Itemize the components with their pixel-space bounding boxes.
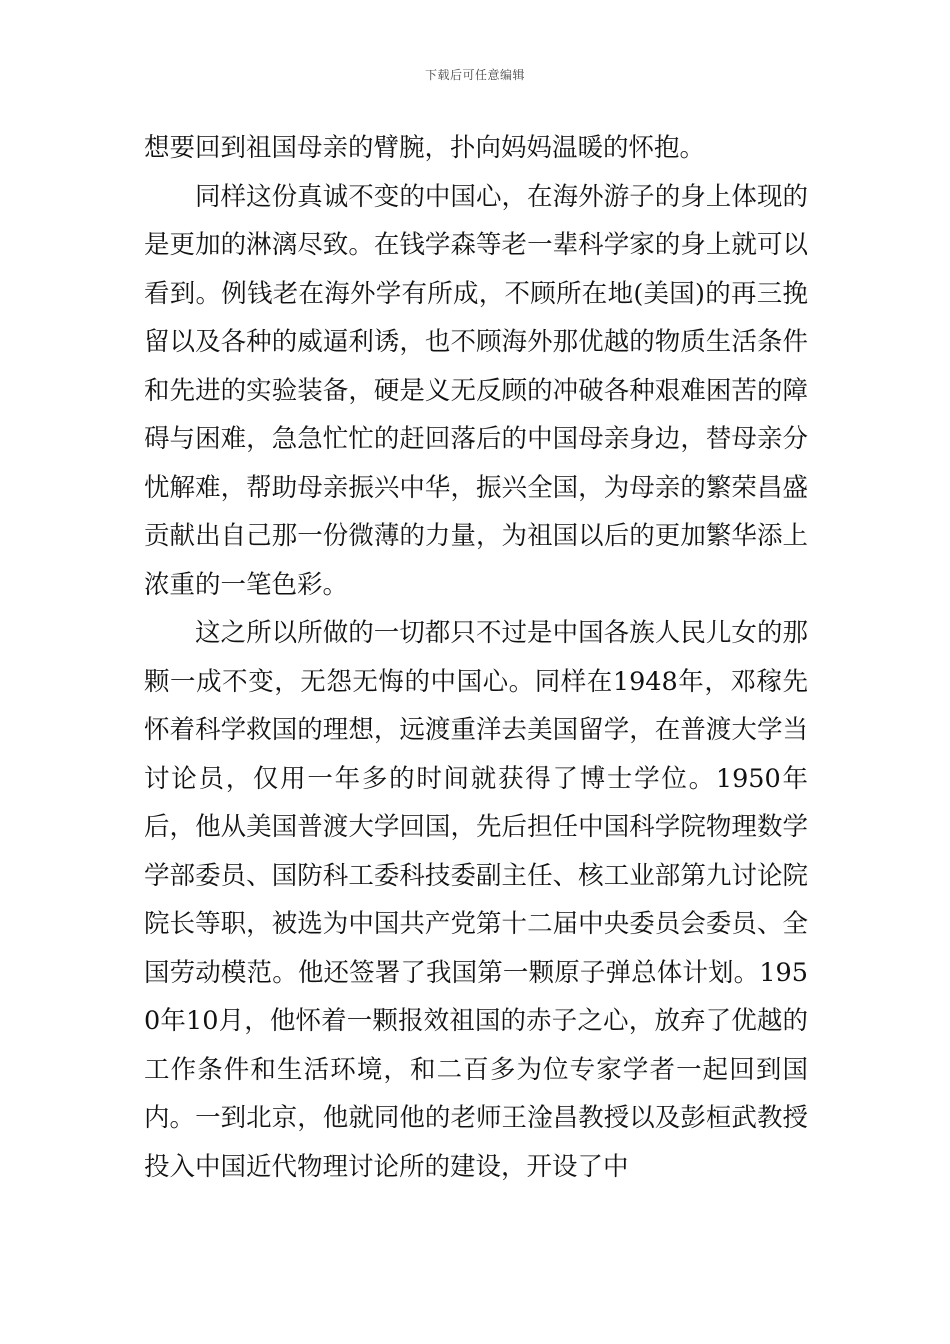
page-header: 下载后可任意编辑 <box>424 68 525 82</box>
paragraph-deng-jiaxian: 这之所以所做的一切都只不过是中国各族人民儿女的那颗一成不变，无怨无悔的中国心。同样在1948年，邓稼先怀着科学救国的理想，远渡重洋去美国留学，在普渡大学当讨论员，仅用一年多的时间就获得了博士学位。1950年后，他从美国普渡大学回国，先后担任中国科学院物理数学学部委员、国防科工委科技委副主任、核工业部第九讨论院院长等职，被选为中国共产党第十二届中央委员会委员、全国劳动模范。他还签署了我国第一颗原子弹总体计划。1950年10月，他怀着一颗报效祖国的赤子之心，放弃了优越的工作条件和生活环境，和二百多为位专家学者一起回到国内。一到北京，他就同他的老师王淦昌教授以及彭桓武教授投入中国近代物理讨论所的建设，开设了中 <box>144 618 808 1182</box>
paragraph-continuation: 想要回到祖国母亲的臂腕，扑向妈妈温暖的怀抱。 <box>144 133 706 163</box>
document-body <box>144 124 808 1191</box>
paragraph-qian-xuesen: 同样这份真诚不变的中国心，在海外游子的身上体现的是更加的淋漓尽致。在钱学森等老一辈科学家的身上就可以看到。例钱老在海外学有所成，不顾所在地(美国)的再三挽留以及各种的威逼利诱，也不顾海外那优越的物质生活条件和先进的实验装备，硬是义无反顾的冲破各种艰难困苦的障碍与困难，急急忙忙的赶回落后的中国母亲身边，替母亲分忧解难，帮助母亲振兴中华，振兴全国，为母亲的繁荣昌盛贡献出自己那一份微薄的力量，为祖国以后的更加繁华添上浓重的一笔色彩。 <box>144 181 808 600</box>
